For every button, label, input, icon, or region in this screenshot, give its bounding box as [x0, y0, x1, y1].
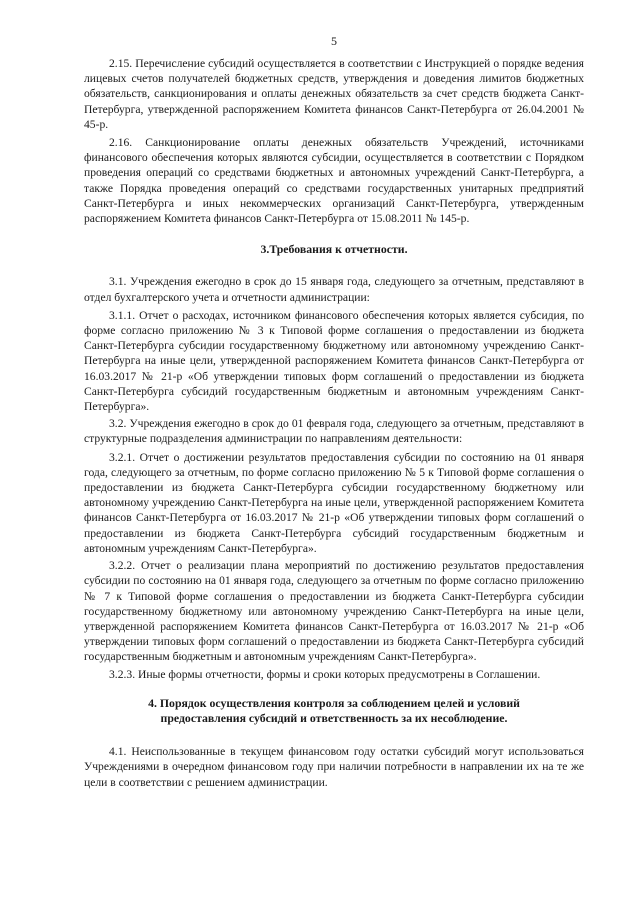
section-4-heading-line-1: 4. Порядок осуществления контроля за соблюдением целей и условий [148, 695, 520, 710]
paragraph-3-1: 3.1. Учреждения ежегодно в срок до 15 января года, следующего за отчетным, представляют в отдел бухгалтерского учета и отчетности администрации: [84, 275, 584, 304]
paragraph-4-1: 4.1. Неиспользованные в текущем финансовом году остатки субсидий могут использоваться Учреждениями в очередном финансовом году при наличии потребности в направлении их на те же цели в соответствии с решением администрации. [84, 745, 584, 789]
section-3-heading: 3.Требования к отчетности. [260, 242, 408, 257]
paragraph-2-16: 2.16. Санкционирование оплаты денежных обязательств Учреждений, источниками финансового обеспечения которых являются субсидии, осуществляется в соответствии с Порядком проведения операций со средствами бюджетных и автономных учреждений Санкт-Петербурга, а также Порядка проведения операций со средствами государственных унитарных предприятий Санкт-Петербурга и иных некоммерческих организаций Санкт-Петербурга, утвержденным распоряжением Комитета финансов Санкт-Петербурга от 15.08.2011 № 145-р. [84, 136, 584, 226]
section-4-heading-line-2: предоставления субсидий и ответственность за их несоблюдение. [160, 710, 508, 725]
page-number: 5 [331, 34, 337, 48]
paragraph-3-1-1: 3.1.1. Отчет о расходах, источником финансового обеспечения которых является субсидия, по форме согласно приложению № 3 к Типовой форме соглашения о предоставлении из бюджета Санкт-Петербурга субсидии государственному бюджетному или автономному учреждению Санкт-Петербурга на иные цели, утвержденной распоряжением Комитета финансов Санкт-Петербурга от 16.03.2017 № 21-р «Об утверждении типовых форм соглашений о предоставлении из бюджета Санкт-Петербурга субсидий государственным бюджетным и автономным учреждениям Санкт-Петербурга». [84, 308, 584, 414]
paragraph-3-2-1: 3.2.1. Отчет о достижении результатов предоставления субсидии по состоянию на 01 января года, следующего за отчетным, по форме согласно приложению № 5 к Типовой форме соглашения о предоставлении из бюджета Санкт-Петербурга субсидии государственному бюджетному или автономному учреждению Санкт-Петербурга на иные цели, утвержденной распоряжением Комитета финансов Санкт-Петербурга от 16.03.2017 № 21-р «Об утверждении типовых форм соглашений о предоставлении из бюджета Санкт-Петербурга субсидий государственным бюджетным и автономным учреждениям Санкт-Петербурга». [84, 450, 584, 555]
paragraph-3-2-3: 3.2.3. Иные формы отчетности, формы и сроки которых предусмотрены в Соглашении. [109, 667, 541, 681]
paragraph-3-2: 3.2. Учреждения ежегодно в срок до 01 февраля года, следующего за отчетным, представляют в структурные подразделения администрации по направлениям деятельности: [84, 417, 584, 446]
section-4-heading [84, 696, 584, 726]
paragraph-3-2-2: 3.2.2. Отчет о реализации плана мероприятий по достижению результатов предоставления субсидии по состоянию на 01 января года, следующего за отчетным по форме согласно приложению № 7 к Типовой форме соглашения о предоставлении из бюджета Санкт-Петербурга субсидии государственному бюджетному или автономному учреждению Санкт-Петербурга на иные цели, утвержденной распоряжением Комитета финансов Санкт-Петербурга от 16.03.2017 № 21-р «Об утверждении типовых форм соглашений о предоставлении из бюджета Санкт-Петербурга субсидий государственным бюджетным и автономным учреждениям Санкт-Петербурга». [84, 559, 584, 664]
paragraph-2-15: 2.15. Перечисление субсидий осуществляется в соответствии с Инструкцией о порядке ведения лицевых счетов получателей бюджетных средств, утверждения и доведения лимитов бюджетных обязательств, санкционирования и оплаты денежных обязательств за счет средств бюджета Санкт-Петербурга, утвержденной распоряжением Комитета финансов Санкт-Петербурга от 26.04.2001 № 45-р. [84, 57, 584, 131]
